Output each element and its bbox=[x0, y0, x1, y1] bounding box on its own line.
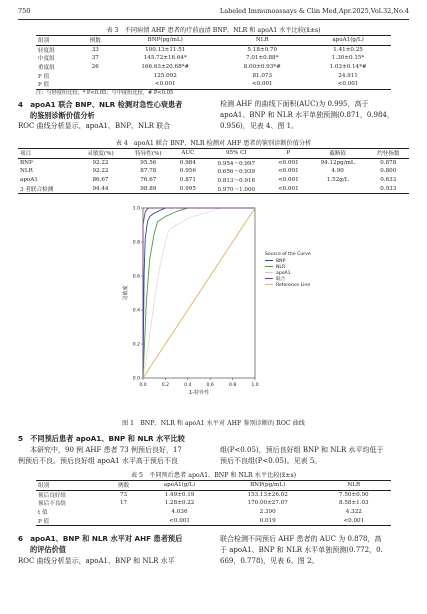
x-tick-label: 0.6 bbox=[206, 383, 214, 388]
table4-caption: 表 4 apoA1 联合 BNP、NLR 检测对 AHF 患者的鉴别诊断价值分析 bbox=[115, 140, 312, 147]
table4-header-cell: 灵敏度(%) bbox=[87, 151, 114, 158]
table4-cell: <0.001 bbox=[277, 168, 299, 175]
table5 bbox=[36, 480, 391, 526]
section6-left-paragraph: ROC 曲线分析显示，apoA1、BNP 和 NLR 水平 bbox=[18, 557, 175, 565]
table3-header-cell: NLR bbox=[255, 37, 269, 44]
running-header bbox=[18, 7, 409, 20]
table3-cell: 中度组 bbox=[38, 56, 55, 63]
table4-header-cell: AUC bbox=[181, 150, 195, 157]
table3-cell: 33 bbox=[91, 46, 99, 53]
table4-cell: <0.001 bbox=[277, 177, 299, 184]
table3-note: 注：与轻度组比较，* P<0.05；与中度组比较，# P<0.05 bbox=[36, 90, 174, 96]
section5-heading: 5 不同预后患者 apoA1、BNP 和 NLR 水平比较 bbox=[18, 434, 185, 443]
table5-caption: 表 5 不同预后患者 apoA1、BNP 和 NLR 水平比较(x̄±s) bbox=[130, 472, 297, 479]
table4-cell bbox=[308, 184, 368, 193]
section5-left-line2: 例预后不良。预后良好组 apoA1 水平高于预后不良 bbox=[18, 457, 178, 465]
table5-header-cell: NLR bbox=[347, 482, 361, 489]
table-row bbox=[18, 184, 409, 193]
table4-cell: 98.89 bbox=[140, 185, 157, 192]
section4-heading-line2: 的鉴别诊断价值分析 bbox=[30, 111, 95, 120]
table3-cell: <0.001 bbox=[337, 81, 359, 88]
table-row bbox=[36, 499, 391, 508]
table5-cell: 2.390 bbox=[259, 509, 276, 516]
table5-cell: <0.001 bbox=[343, 517, 365, 524]
table-row bbox=[18, 167, 409, 176]
table4-cell: 92.22 bbox=[92, 159, 109, 166]
table3-cell: 100.13±11.51 bbox=[145, 46, 186, 53]
table3-cell: 5.18±0.70 bbox=[247, 46, 278, 53]
page-number: 750 bbox=[18, 7, 31, 15]
table4-cell: apoA1 bbox=[20, 177, 38, 184]
section6-right-line1: 联合检测不同预后 AHF 患者的 AUC 为 0.878，高 bbox=[220, 535, 382, 543]
table3-cell: 166.63±20.68*# bbox=[141, 64, 190, 71]
table4-cell: 94.44 bbox=[92, 185, 109, 192]
section6-heading-line1: 6 apoA1、BNP 和 NLR 水平对 AHF 患者预后 bbox=[18, 534, 183, 543]
table4-cell: 1.52g/L bbox=[326, 177, 349, 184]
table-row bbox=[36, 490, 391, 499]
table4-cell: 0.878 bbox=[380, 159, 397, 166]
section6-heading-line2: 的评估价值 bbox=[30, 545, 66, 554]
y-tick-label: 1.0 bbox=[132, 206, 140, 212]
table3-cell: 125.092 bbox=[153, 72, 177, 79]
table-row bbox=[36, 54, 391, 63]
table4-cell: 0.800 bbox=[380, 168, 397, 175]
table4-header-cell: 项目 bbox=[20, 151, 32, 158]
table4-cell: 0.970～1.000 bbox=[217, 186, 256, 193]
table5-header-cell: BNP(pg/mL) bbox=[250, 482, 286, 489]
table3-cell: F 值 bbox=[38, 73, 50, 80]
table5-cell bbox=[107, 508, 141, 517]
section6-right-line3: 669，0.778)，见表 6、图 2。 bbox=[220, 557, 319, 565]
table3-cell: P 值 bbox=[38, 82, 50, 89]
table4-cell: 76.67 bbox=[140, 177, 157, 184]
table3-cell: 7.01±0.88* bbox=[246, 55, 279, 62]
table4-cell: 86.67 bbox=[92, 177, 109, 184]
table-row bbox=[18, 176, 409, 185]
table4-cell: <0.001 bbox=[277, 159, 299, 166]
table3-cell: 1.03±0.14*# bbox=[329, 64, 367, 71]
table5-cell: P 值 bbox=[38, 518, 50, 525]
table4-cell: 3 者联合检测 bbox=[20, 186, 54, 193]
table3-cell bbox=[79, 80, 111, 89]
x-tick-label: 0.4 bbox=[184, 383, 192, 388]
section4-right-line3: 0.956)，见表 4、图 1。 bbox=[220, 122, 299, 130]
table4-cell: 94.12pg/mL bbox=[320, 159, 355, 166]
table3-caption: 表 3 不同病情 AHF 患者的疗前血清 BNP、NLR 和 apoA1 水平比较(x̄±s) bbox=[106, 27, 321, 34]
table3-cell: 81.073 bbox=[252, 72, 273, 79]
legend-label: Reference Line bbox=[276, 283, 311, 288]
x-tick-label: 0.8 bbox=[228, 383, 237, 388]
table3-cell: 1.41±0.25 bbox=[333, 46, 363, 53]
legend-label: NLR bbox=[276, 265, 286, 270]
table3-cell: <0.001 bbox=[251, 81, 273, 88]
table5-cell: 170.00±27.07 bbox=[247, 500, 288, 507]
section4-right-line2: apoA1、BNP 和 NLR 水平单独预测(0.871，0.984， bbox=[220, 111, 394, 119]
table3-header-cell: apoA1(g/L) bbox=[332, 37, 364, 44]
y-tick-label: 0.8 bbox=[132, 240, 140, 246]
y-axis-label: 灵敏度 bbox=[123, 285, 129, 301]
table4-cell: 4.90 bbox=[331, 168, 344, 175]
legend-label: 联合 bbox=[276, 277, 286, 282]
table3-header-cell: 组别 bbox=[38, 38, 50, 45]
table5-header-cell: apoA1(g/L) bbox=[163, 482, 196, 489]
table4-cell: <0.001 bbox=[277, 185, 299, 192]
table4-header-cell: 特异性(%) bbox=[135, 151, 162, 158]
table4 bbox=[18, 148, 409, 194]
legend-label: BNP bbox=[276, 259, 286, 264]
table5-cell: t 值 bbox=[38, 510, 48, 517]
section5-right-line1: 组(P<0.05)，预后良好组 BNP 和 NLR 水平均低于 bbox=[220, 446, 384, 454]
section4-heading-line1: 4 apoA1 联合 BNP、NLR 检测对急性心衰患者 bbox=[18, 100, 183, 109]
table4-cell: 0.984 bbox=[179, 159, 196, 166]
table4-cell: 0.813～0.916 bbox=[217, 178, 256, 185]
table-row bbox=[36, 508, 391, 517]
table4-cell: 0.871 bbox=[179, 177, 196, 184]
section4-left-paragraph: ROC 曲线分析显示，apoA1、BNP、NLR 联合 bbox=[18, 122, 171, 130]
table5-cell: 7.50±0.90 bbox=[339, 491, 369, 498]
table4-cell: 0.656～0.939 bbox=[217, 169, 256, 176]
table-row bbox=[36, 45, 391, 54]
table5-cell: 73 bbox=[119, 491, 128, 498]
table4-cell: 0.956 bbox=[179, 168, 196, 175]
table5-cell bbox=[107, 516, 141, 525]
x-tick-label: 0.2 bbox=[161, 383, 170, 388]
table-row bbox=[18, 158, 409, 167]
table5-cell: 153.13±26.02 bbox=[247, 491, 288, 498]
table4-cell: 95.56 bbox=[140, 159, 157, 166]
y-tick-label: 0.4 bbox=[132, 308, 140, 314]
figure1-caption: 图 1 BNP、NLR 和 apoA1 水平对 AHF 鉴别诊断的 ROC 曲线 bbox=[121, 420, 305, 427]
table4-header-cell: 截断值 bbox=[329, 151, 347, 158]
table4-header-cell: P bbox=[286, 150, 291, 157]
table3-cell: 1.30±0.15* bbox=[331, 55, 365, 62]
table3-cell: 145.72±16.64* bbox=[143, 55, 187, 62]
roc-chart bbox=[105, 198, 345, 413]
table4-cell: NLR bbox=[20, 168, 33, 175]
table5-cell: 8.58±1.03 bbox=[339, 500, 369, 507]
table5-cell: 预后良好组 bbox=[38, 492, 66, 499]
journal-citation: Labeled Immunoassays & Clin Med,Apr.2025,Vol.32,No.4 bbox=[219, 7, 409, 15]
table-row bbox=[36, 63, 391, 72]
y-tick-label: 0.0 bbox=[132, 376, 140, 382]
legend-label: apoA1 bbox=[276, 271, 291, 276]
y-tick-label: 0.6 bbox=[132, 274, 140, 280]
table5-cell: 1.28±0.22 bbox=[164, 500, 195, 507]
table5-cell: 0.019 bbox=[259, 517, 276, 524]
table4-header-cell: 约登指数 bbox=[377, 151, 400, 158]
table3 bbox=[36, 35, 391, 90]
table5-cell: 1.49±0.19 bbox=[164, 491, 195, 498]
table-row bbox=[36, 516, 391, 525]
table-row bbox=[36, 71, 391, 80]
table4-cell: 0.933 bbox=[380, 185, 397, 192]
table5-cell: 4.322 bbox=[345, 509, 362, 516]
table3-cell: 重度组 bbox=[38, 65, 55, 72]
table3-cell: 26 bbox=[91, 64, 99, 71]
legend-title: Source of the Curve bbox=[265, 252, 311, 257]
table5-cell: 4.036 bbox=[171, 509, 188, 516]
table4-cell: 0.954～0.997 bbox=[217, 160, 256, 167]
section5-left-line1: 本研究中，90 例 AHF 患者 73 例预后良好，17 bbox=[30, 446, 182, 454]
table3-cell: <0.001 bbox=[154, 81, 176, 88]
section6-right-line2: 于 apoA1、BNP 和 NLR 水平单独预测(0.772，0. bbox=[220, 546, 383, 554]
section5-right-line2: 预后不良组(P<0.05)。见表 5。 bbox=[220, 457, 322, 465]
table4-cell: 0.633 bbox=[380, 177, 397, 184]
table3-cell: 轻度组 bbox=[38, 47, 55, 54]
table3-cell: 24.911 bbox=[338, 72, 358, 79]
table3-cell: 37 bbox=[91, 55, 99, 62]
table3-cell: 8.00±0.93*# bbox=[243, 64, 281, 71]
y-tick-label: 0.2 bbox=[132, 342, 140, 348]
x-tick-label: 0.0 bbox=[139, 383, 147, 388]
table4-cell: 87.78 bbox=[140, 168, 157, 175]
x-tick-label: 1.0 bbox=[251, 383, 259, 388]
section4-right-line1: 检测 AHF 的曲线下面积(AUC)为 0.995，高于 bbox=[220, 100, 369, 108]
x-axis-label: 1-特异性 bbox=[189, 390, 209, 396]
table5-cell: 预后不良组 bbox=[38, 501, 66, 508]
table4-header-cell: 95% CI bbox=[225, 150, 247, 157]
table-row bbox=[36, 80, 391, 89]
table5-cell: 17 bbox=[119, 500, 128, 507]
table3-header-cell: 例数 bbox=[89, 38, 101, 45]
table3-header-cell: BNP(pg/mL) bbox=[147, 37, 183, 44]
table5-header-cell: 组别 bbox=[38, 483, 50, 490]
table4-cell: BNP bbox=[20, 159, 33, 166]
table3-cell bbox=[79, 71, 111, 80]
table4-cell: 0.995 bbox=[179, 185, 196, 192]
table4-cell: 92.22 bbox=[92, 168, 109, 175]
table5-cell: <0.001 bbox=[169, 517, 190, 524]
table5-header-cell: 例数 bbox=[117, 483, 130, 490]
